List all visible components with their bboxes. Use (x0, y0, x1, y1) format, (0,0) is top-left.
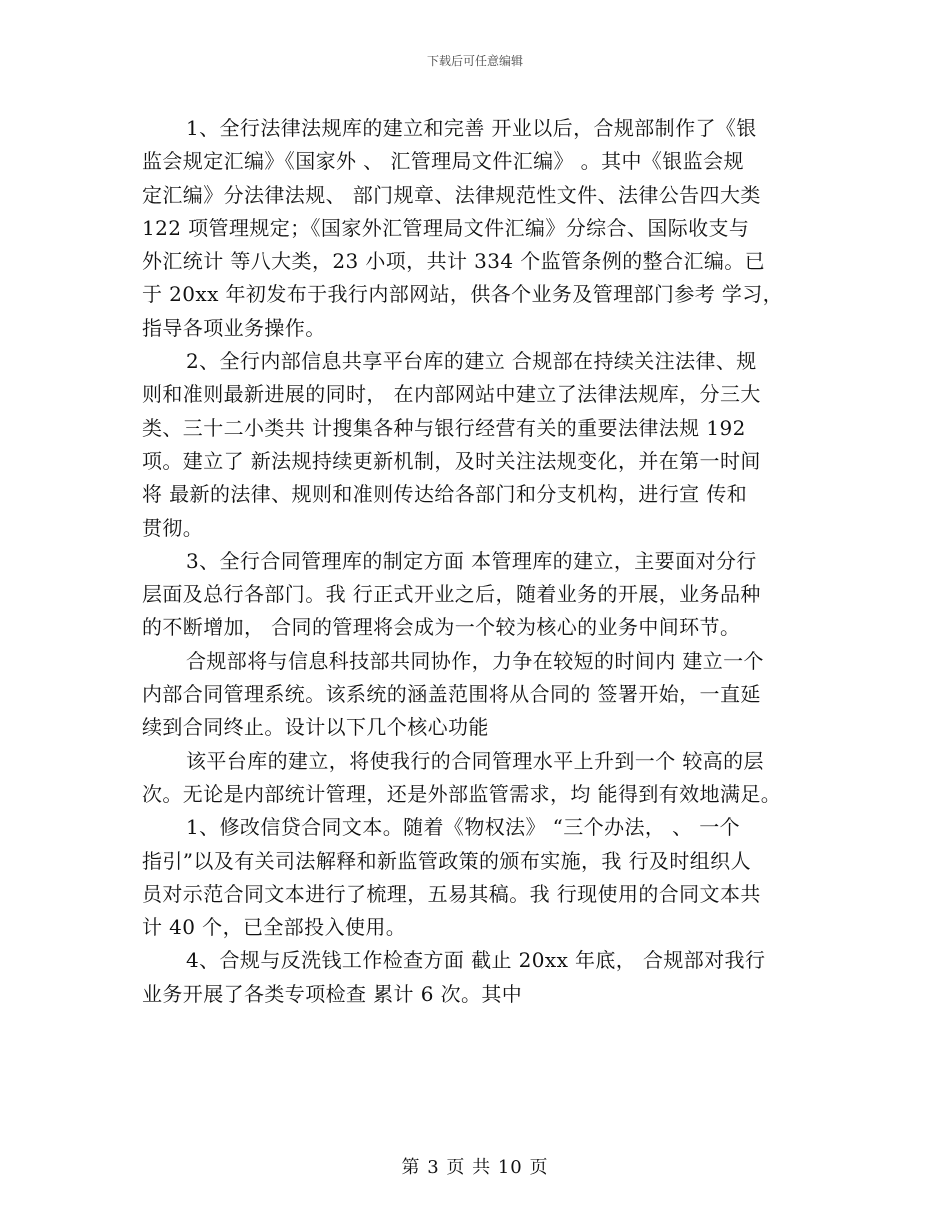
text-line: 于 20xx 年初发布于我行内部网站，供各个业务及管理部门参考 学习， (142, 282, 784, 307)
text-line: 层面及总行各部门。我 行正式开业之后，随着业务的开展，业务品种 (142, 582, 761, 607)
text-line: 内部合同管理系统。该系统的涵盖范围将从合同的 签署开始，一直延 (142, 682, 761, 707)
text-line: 业务开展了各类专项检查 累计 6 次。其中 (142, 981, 523, 1006)
page-header: 下载后可任意编辑 (426, 54, 523, 68)
text-line: 合规部将与信息科技部共同协作，力争在较短的时间内 建立一个 (186, 648, 764, 673)
text-line: 外汇统计 等八大类，23 小项，共计 334 个监管条例的整合汇编。已 (142, 249, 766, 274)
text-line: 该平台库的建立，将使我行的合同管理水平上升到一个 较高的层 (186, 748, 764, 773)
text-line: 1、修改信贷合同文本。随着《物权法》 “三个办法， 、 一个 (186, 815, 741, 840)
text-line: 员对示范合同文本进行了梳理，五易其稿。我 行现使用的合同文本共 (142, 881, 761, 906)
text-line: 指引”以及有关司法解释和新监管政策的颁布实施，我 行及时组织人 (142, 848, 751, 873)
text-line: 将 最新的法律、规则和准则传达给各部门和分支机构，进行宣 传和 (142, 482, 748, 507)
text-line: 定汇编》分法律法规、 部门规章、法律规范性文件、法律公告四大类 (142, 182, 761, 207)
text-line: 项。建立了 新法规持续更新机制，及时关注法规变化，并在第一时间 (142, 448, 761, 473)
text-line: 次。无论是内部统计管理，还是外部监管需求，均 能得到有效地满足。 (142, 781, 782, 806)
text-line: 则和准则最新进展的同时， 在内部网站中建立了法律法规库，分三大 (142, 382, 761, 407)
text-line: 贯彻。 (142, 515, 204, 540)
document-body (142, 112, 822, 1011)
text-line: 4、合规与反洗钱工作检查方面 截止 20xx 年底， 合规部对我行 (186, 948, 766, 973)
text-line: 计 40 个，已全部投入使用。 (142, 915, 407, 940)
text-line: 122 项管理规定；《国家外汇管理局文件汇编》分综合、国际收支与 (142, 215, 750, 240)
page-footer: 第 3 页 共 10 页 (401, 1157, 549, 1178)
text-line: 的不断增加， 合同的管理将会成为一个较为核心的业务中间环节。 (142, 615, 741, 640)
text-line: 3、全行合同管理库的制定方面 本管理库的建立，主要面对分行 (186, 548, 757, 573)
text-line: 指导各项业务操作。 (142, 315, 326, 340)
text-line: 2、全行内部信息共享平台库的建立 合规部在持续关注法律、规 (186, 349, 757, 374)
text-line: 类、三十二小类共 计搜集各种与银行经营有关的重要法律法规 192 (142, 415, 746, 440)
text-line: 续到合同终止。设计以下几个核心功能 (142, 715, 489, 740)
text-line: 1、全行法律法规库的建立和完善 开业以后，合规部制作了《银 (186, 116, 757, 140)
text-line: 监会规定汇编》《国家外 、 汇管理局文件汇编》 。其中《银监会规 (142, 149, 744, 174)
